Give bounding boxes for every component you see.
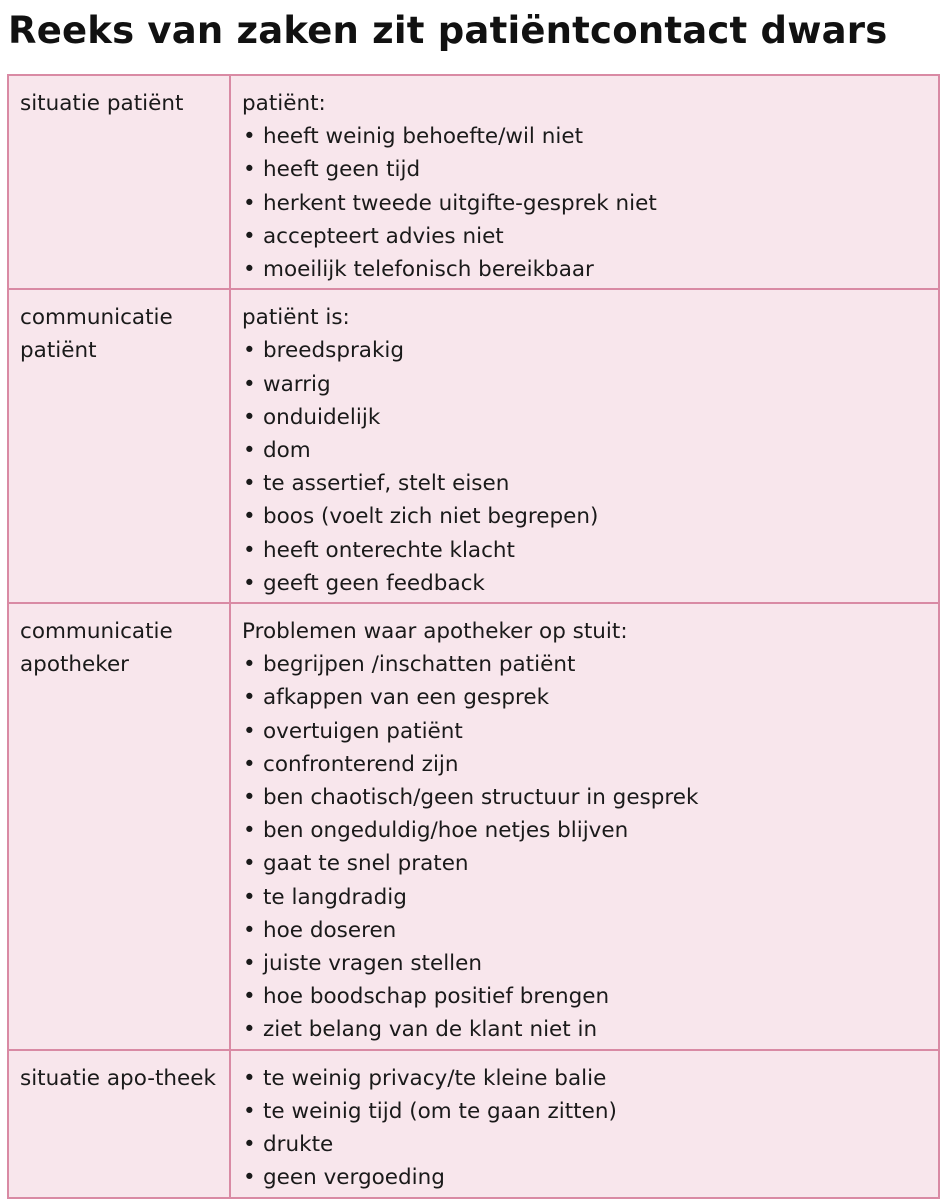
bullet-item: • te langdradig [242,881,926,914]
bullet-item: • hoe doseren [242,914,926,947]
bullet-item: • geen vergoeding [242,1161,926,1194]
bullet-item: • drukte [242,1128,926,1161]
table-row [8,289,939,603]
row-label: communicatie patiënt [20,305,173,364]
row-label-cell [8,1050,230,1198]
row-content-cell [230,603,939,1050]
bullet-item: • te weinig privacy/te kleine balie [242,1062,926,1095]
table-body [8,75,939,1198]
bullet-item: • onduidelijk [242,401,926,434]
page-title: Reeks van zaken zit patiëntcontact dwars [8,9,888,52]
bullet-item: • afkappen van een gesprek [242,681,926,714]
bullet-item: • juiste vragen stellen [242,947,926,980]
bullet-list [242,1062,926,1195]
cell-heading: patiënt: [242,91,326,116]
bullet-item: • gaat te snel praten [242,847,926,880]
row-label-cell [8,603,230,1050]
row-content-cell [230,75,939,289]
bullet-list [242,334,926,600]
bullet-item: • overtuigen patiënt [242,715,926,748]
bullet-item: • hoe boodschap positief brengen [242,980,926,1013]
cell-heading: Problemen waar apotheker op stuit: [242,619,628,645]
row-content-cell [230,289,939,603]
row-label: communicatie apotheker [20,619,173,678]
bullet-item: • geeft geen feedback [242,567,926,600]
factor-table-container [7,74,940,1199]
row-label: situatie apo-theek [20,1065,216,1091]
bullet-item: • boos (voelt zich niet begrepen) [242,500,926,533]
bullet-list [242,120,926,286]
bullet-item: • te weinig tijd (om te gaan zitten) [242,1095,926,1128]
bullet-item: • heeft onterechte klacht [242,534,926,567]
bullet-item: • accepteert advies niet [242,220,926,253]
bullet-item: • te assertief, stelt eisen [242,467,926,500]
bullet-item: • ben ongeduldig/hoe netjes blijven [242,814,926,847]
bullet-item: • dom [242,434,926,467]
bullet-list [242,648,926,1046]
row-label: situatie patiënt [20,91,184,116]
bullet-item: • moeilijk telefonisch bereikbaar [242,253,926,286]
row-label-cell [8,75,230,289]
table-row [8,603,939,1050]
table-row [8,1050,939,1198]
bullet-item: • breedsprakig [242,334,926,367]
bullet-item: • herkent tweede uitgifte-gesprek niet [242,187,926,220]
cell-heading: patiënt is: [242,305,350,331]
table-row [8,75,939,289]
row-content-cell [230,1050,939,1198]
bullet-item: • ben chaotisch/geen structuur in gesprek [242,781,926,814]
row-label-cell [8,289,230,603]
bullet-item: • heeft geen tijd [242,153,926,186]
bullet-item: • warrig [242,368,926,401]
factor-table [7,74,940,1199]
bullet-item: • ziet belang van de klant niet in [242,1013,926,1046]
bullet-item: • begrijpen /inschatten patiënt [242,648,926,681]
bullet-item: • heeft weinig behoefte/wil niet [242,120,926,153]
bullet-item: • confronterend zijn [242,748,926,781]
